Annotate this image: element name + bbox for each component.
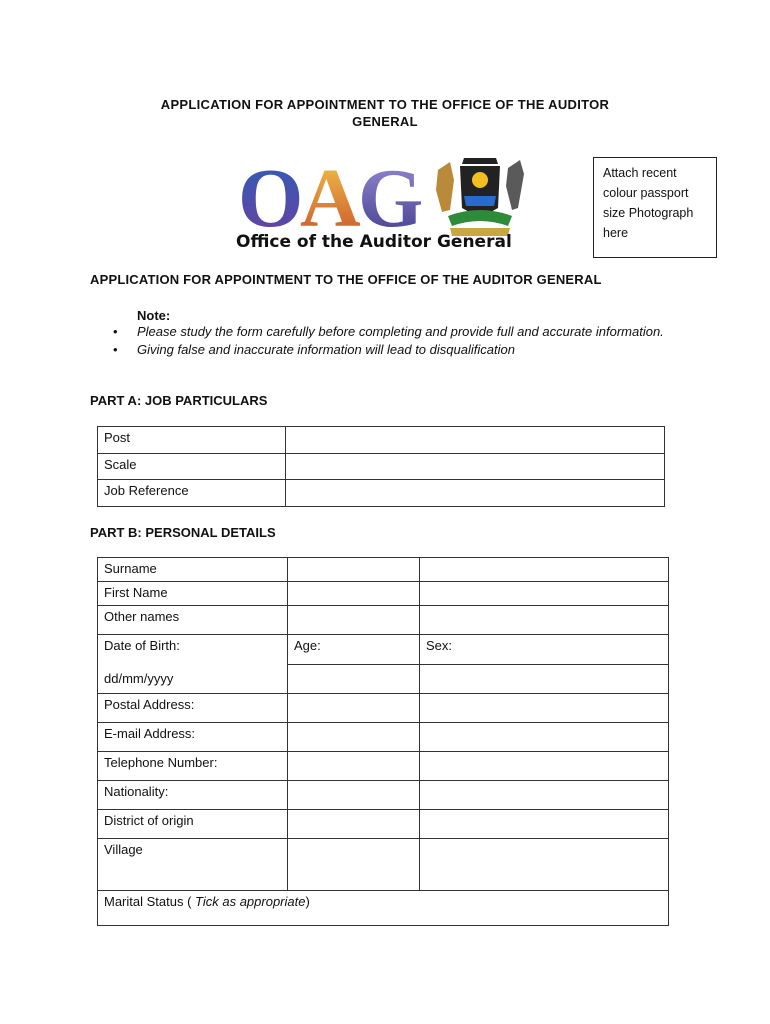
form-title [0,96,770,130]
marital-status-hint: Tick as appropriate [195,894,306,909]
logo-letter-o: O [238,152,304,245]
scale-input[interactable] [286,454,665,480]
first-name-input[interactable] [288,582,420,606]
nationality-input[interactable] [288,781,420,810]
age-input[interactable] [288,665,420,694]
note-item [113,324,673,340]
marital-status-label: Marital Status ( [104,894,196,909]
part-b-heading: PART B: PERSONAL DETAILS [90,525,276,540]
form-title-line2: GENERAL [352,114,418,129]
post-input[interactable] [286,427,665,454]
note-item [113,342,673,358]
marital-status-row[interactable] [98,891,669,926]
postal-address-input[interactable] [288,694,420,723]
form-title-line1: APPLICATION FOR APPOINTMENT TO THE OFFICE OF THE AUDITOR [160,97,610,112]
email-label: E-mail Address: [98,723,288,752]
oag-logo [232,148,542,252]
nationality-input-extra[interactable] [420,781,669,810]
age-label: Age: [288,635,420,665]
job-particulars-table [97,426,665,507]
district-input[interactable] [288,810,420,839]
email-input[interactable] [288,723,420,752]
post-label: Post [98,427,286,454]
first-name-input-extra[interactable] [420,582,669,606]
logo-letter-g: G [358,152,424,245]
postal-address-input-extra[interactable] [420,694,669,723]
photo-box-line3: size Photograph [603,206,694,220]
logo-letter-a: A [300,152,361,245]
marital-status-suffix: ) [305,894,310,909]
job-reference-label: Job Reference [98,480,286,507]
village-input-extra[interactable] [420,839,669,891]
bullet-icon: • [113,342,118,357]
village-label: Village [98,839,288,891]
first-name-label: First Name [98,582,288,606]
sex-input[interactable] [420,665,669,694]
bullet-icon: • [113,324,118,339]
other-names-label: Other names [98,606,288,635]
email-input-extra[interactable] [420,723,669,752]
note-list [113,324,673,360]
part-a-heading: PART A: JOB PARTICULARS [90,393,268,408]
dob-format-hint: dd/mm/yyyy [98,665,288,694]
surname-input-extra[interactable] [420,558,669,582]
section-heading: APPLICATION FOR APPOINTMENT TO THE OFFICE OF THE AUDITOR GENERAL [90,272,602,287]
telephone-label: Telephone Number: [98,752,288,781]
scale-label: Scale [98,454,286,480]
photo-box-line4: here [603,226,629,240]
photo-attach-box[interactable] [593,157,717,258]
telephone-input-extra[interactable] [420,752,669,781]
district-label: District of origin [98,810,288,839]
telephone-input[interactable] [288,752,420,781]
photo-box-line2: colour passport [603,186,689,200]
surname-input[interactable] [288,558,420,582]
dob-label: Date of Birth: [98,635,288,665]
logo-caption: Office of the Auditor General [236,232,512,252]
photo-box-line1: Attach recent [603,166,677,180]
nationality-label: Nationality: [98,781,288,810]
note-label: Note: [137,308,171,323]
other-names-input[interactable] [288,606,420,635]
personal-details-table [97,557,669,926]
surname-label: Surname [98,558,288,582]
job-reference-input[interactable] [286,480,665,507]
other-names-input-extra[interactable] [420,606,669,635]
postal-address-label: Postal Address: [98,694,288,723]
village-input[interactable] [288,839,420,891]
note-item-text: Giving false and inaccurate information will lead to disqualification [137,342,515,357]
sex-label: Sex: [420,635,669,665]
note-item-text: Please study the form carefully before completing and provide full and accurate information. [137,324,664,339]
district-input-extra[interactable] [420,810,669,839]
coat-of-arms-icon [436,158,524,236]
